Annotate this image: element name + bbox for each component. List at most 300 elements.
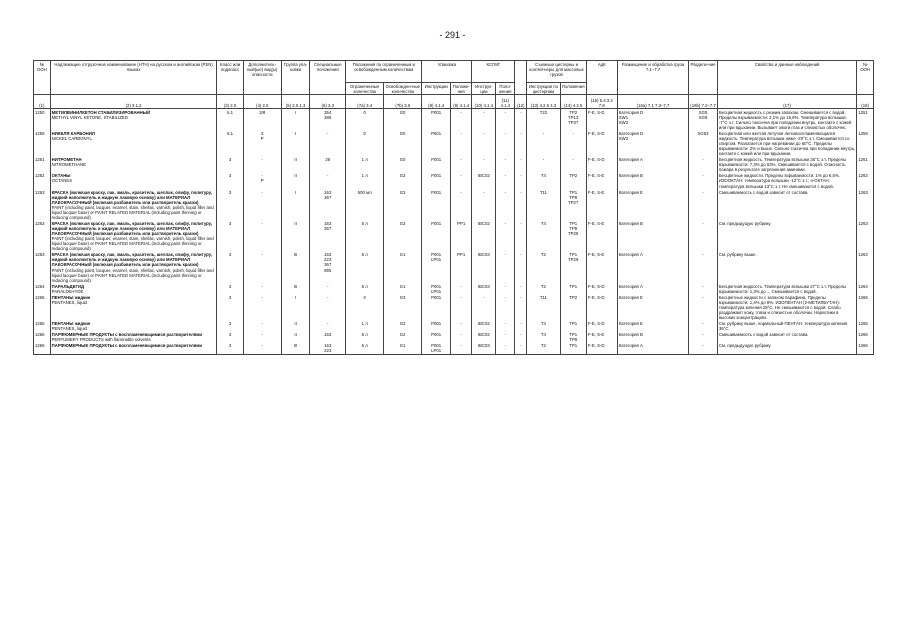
column-12-cell: - [515,157,527,173]
excepted-quantity-cell: E2 [384,220,422,251]
col-number: (18) [857,95,874,109]
tank-instruction-cell: T2 [527,343,560,355]
un-number-right-cell: 1265 [857,321,874,332]
limited-quantity-cell: 5 л [346,283,384,294]
un-number-right-cell: 1263 [857,189,874,220]
table-row [34,343,874,355]
packing-provision-cell: PP1 [450,252,471,283]
col-number: (6) 3.3 [310,95,346,109]
tank-instruction-cell: T4 [527,321,560,332]
properties-cell: Смешиваемость с водой зависит от состава. [717,332,856,343]
class-cell: 3 [217,321,243,332]
packing-provision-cell: PP1 [450,220,471,251]
tank-provision-cell: TP1 [560,343,586,355]
properties-cell: См. предыдущую рубрику. [717,343,856,355]
shipping-name-cell [50,343,217,355]
subsidiary-hazard-cell: 3/8 [243,109,281,131]
packing-group-cell: III [281,343,310,355]
name-english: PARALDEHYDE [51,288,84,294]
col-number: (16b) 7.2–7.7 [689,95,718,109]
subsidiary-hazard-cell: - [243,283,281,294]
segregation-cell: - [689,220,718,251]
special-provisions-cell: 163 223 367 955 [310,252,346,283]
table-row [34,173,874,189]
ems-cell: F-E, S-D [586,321,617,332]
special-provisions-cell: 163 [310,332,346,343]
ibc-provision-cell: - [496,343,515,355]
header-ibc-provisions: Поло-жения [496,83,515,95]
properties-cell: Бесцветные жидкости. Пределы взрываемости: 1% до 6,5%. ИЗООКТАН: температура вспышки -12°C з.т.; н-ОКТАН: температура вспышки 13°C з.т. Не смешиваются с водой. [717,173,856,189]
shipping-name-cell [50,189,217,220]
name-russian: ПЕНТАНЫ жидкие [51,321,91,327]
table-row [34,283,874,294]
tank-instruction-cell: T11 [527,189,560,220]
name-english: PENTANES, liquid [51,299,87,305]
name-english: PAINT (including paint, lacquer, enamel, stain, shellac, varnish, polish, liquid filler and liquid lacquer base) or PAINT RELATED MATERIAL (including paint thinning or reducing compound) [51,236,214,252]
class-cell: 3 [217,220,243,251]
class-cell: 3 [217,173,243,189]
limited-quantity-cell: 1 л [346,321,384,332]
stowage-cell: Категория B [617,220,688,251]
segregation-cell: SG5 SG8 [689,109,718,131]
ibc-instruction-cell: - [472,109,496,131]
segregation-cell: - [689,332,718,343]
ems-cell: F-E, S-D [586,283,617,294]
col-number: (8) 4.1.4 [422,95,451,109]
limited-quantity-cell: 0 [346,294,384,320]
tank-provision-cell: TP1 TP8 TP27 [560,189,586,220]
special-provisions-cell: - [310,294,346,320]
class-cell: 3 [217,157,243,173]
excepted-quantity-cell: E0 [384,157,422,173]
subsidiary-hazard-cell: - [243,321,281,332]
column-12-cell: - [515,130,527,156]
col-number: (10) 4.1.4 [472,95,496,109]
packing-provision-cell: - [450,189,471,220]
header-lq-limit: Ограниченные количества [346,83,384,95]
shipping-name-cell [50,294,217,320]
column-12-cell: - [515,294,527,320]
ems-cell: F-E, S-D [586,294,617,320]
col-number: (13) 4.2.5 4.3 [527,95,560,109]
col-number: (5) 2.0.1.3 [281,95,310,109]
special-provisions-cell: 163 367 [310,220,346,251]
excepted-quantity-cell: E1 [384,252,422,283]
shipping-name-cell [50,109,217,131]
header-stowage: Размещение и обработка груза 7.1–7.7 [617,61,688,95]
packing-provision-cell: - [450,109,471,131]
name-russian: НИКЕЛЯ КАРБОНИЛ [51,130,95,136]
stowage-cell: Категория E [617,294,688,320]
stowage-cell: Категория A [617,252,688,283]
ibc-provision-cell: - [496,283,515,294]
stowage-cell: Категория E [617,189,688,220]
table-row [34,157,874,173]
packing-group-cell: II [281,321,310,332]
ibc-instruction-cell: IBC03 [472,343,496,355]
column-12-cell: - [515,343,527,355]
header-un-number-right: № ООН [857,61,874,95]
name-russian: ОКТАНЫ [51,173,71,179]
ibc-provision-cell: - [496,332,515,343]
ibc-instruction-cell: IBC02 [472,321,496,332]
segregation-cell: - [689,252,718,283]
ibc-provision-cell: - [496,173,515,189]
col-number: (15) 5.4.3.2 7.8 [586,95,617,109]
stowage-cell: Категория A [617,283,688,294]
un-number-cell: 1264 [34,283,51,294]
packing-group-cell: I [281,130,310,156]
stowage-cell: Категория B [617,332,688,343]
ems-cell: F-E, S-E [586,189,617,220]
header-ems: АдК [586,61,617,95]
shipping-name-cell [50,157,217,173]
column-12-cell: - [515,252,527,283]
properties-cell: Смешиваемость с водой зависит от состава. [717,189,856,220]
packing-group-cell: III [281,283,310,294]
properties-cell: См. рубрику выше. [717,252,856,283]
stowage-cell: Категория D SW2 [617,130,688,156]
table-row [34,321,874,332]
special-provisions-cell: - [310,173,346,189]
ibc-instruction-cell: - [472,189,496,220]
special-provisions-cell: 163 223 [310,343,346,355]
packing-provision-cell: - [450,294,471,320]
header-pack-provisions: Положе-ния [450,83,471,95]
un-number-right-cell: 1251 [857,109,874,131]
packing-group-cell: III [281,252,310,283]
name-english: NITROMETHANE [51,162,87,168]
segregation-cell: - [689,294,718,320]
name-english: OCTANES [51,178,73,184]
un-number-right-cell: 1263 [857,220,874,251]
excepted-quantity-cell: E1 [384,283,422,294]
ems-cell: F-E, S-D [586,109,617,131]
column-12-cell: - [515,173,527,189]
stowage-cell: Категория E [617,321,688,332]
ibc-provision-cell: - [496,109,515,131]
limited-quantity-cell: 5 л [346,220,384,251]
tank-provision-cell: TP1 TP29 [560,252,586,283]
packing-instruction-cell: P001 [422,220,451,251]
ems-cell: F-E, S-D [586,157,617,173]
un-number-cell: 1262 [34,173,51,189]
special-provisions-cell: - [310,321,346,332]
ems-cell: F-E, S-D [586,343,617,355]
un-number-right-cell: 1266 [857,343,874,355]
name-english: METHYL VINYL KETONE, STABILIZED [51,114,128,120]
tank-provision-cell: TP1 [560,283,586,294]
shipping-name-cell [50,220,217,251]
segregation-cell: - [689,321,718,332]
packing-instruction-cell: P001 LP01 [422,283,451,294]
ibc-provision-cell: - [496,294,515,320]
excepted-quantity-cell: E3 [384,294,422,320]
shipping-name-cell [50,332,217,343]
page-number: - 291 - [439,30,466,40]
packing-provision-cell: - [450,321,471,332]
name-english: NICKEL CARBONYL [51,135,92,141]
shipping-name-cell [50,321,217,332]
tank-instruction-cell: T4 [527,173,560,189]
column-12-cell: - [515,332,527,343]
un-number-cell: 1263 [34,252,51,283]
subsidiary-hazard-cell: - [243,189,281,220]
ibc-instruction-cell: - [472,157,496,173]
shipping-name-cell [50,173,217,189]
tank-provision-cell: - [560,157,586,173]
un-number-cell: 1263 [34,220,51,251]
col-number: (12) [515,95,527,109]
header-tanks: Съемные цистерны и контей-неры для массовых грузов [527,61,587,83]
packing-group-cell: II [281,220,310,251]
col-number: (9) 4.1.4 [450,95,471,109]
packing-instruction-cell: P001 [422,332,451,343]
excepted-quantity-cell: E2 [384,321,422,332]
packing-provision-cell: - [450,343,471,355]
header-ibc-instructions: Инструк-ции [472,83,496,95]
packing-instruction-cell: P601 [422,130,451,156]
packing-provision-cell: - [450,173,471,189]
name-russian: КРАСКА (включая краску, лак, эмаль, краситель, шеллак, олифу, политуру, жидкий наполнитель и жидкую лаковую основу) или МАТЕРИАЛ ЛАКОКРАСОЧНЫЙ (включая разбавитель или растворитель краски) [51,252,213,268]
ems-cell: F-E, S-D [586,130,617,156]
limited-quantity-cell: 1 л [346,157,384,173]
name-russian: ПЕНТАНЫ жидкие [51,294,91,300]
ibc-provision-cell: - [496,130,515,156]
stowage-cell: Категория B [617,173,688,189]
ibc-provision-cell: - [496,252,515,283]
packing-group-cell: I [281,189,310,220]
un-number-cell: 1266 [34,343,51,355]
tank-provision-cell: TP1 [560,321,586,332]
limited-quantity-cell: 0 [346,109,384,131]
stowage-cell: Категория A [617,343,688,355]
ibc-provision-cell: - [496,321,515,332]
packing-instruction-cell: P001 [422,157,451,173]
properties-cell: См. предыдущую рубрику. [717,220,856,251]
header-tank-provisions: Положения [560,83,586,95]
packing-instruction-cell: P001 [422,173,451,189]
table-row [34,332,874,343]
tank-provision-cell: - [560,130,586,156]
column-12-cell: - [515,321,527,332]
un-number-right-cell: 1263 [857,252,874,283]
packing-group-cell: I [281,294,310,320]
name-english: PAINT (including paint, lacquer, enamel, stain, shellac, varnish, polish, liquid filler and liquid lacquer base) or PAINT RELATED MATERIAL (including paint thinning or reducing compound) [51,204,214,220]
subsidiary-hazard-cell: - P [243,173,281,189]
subsidiary-hazard-cell: - [243,220,281,251]
ibc-instruction-cell: IBC02 [472,173,496,189]
header-packing-group: Группа упа-ковки [281,61,310,95]
class-cell: 3 [217,332,243,343]
tank-provision-cell: TP2 TP13 TP37 [560,109,586,131]
properties-cell: Бесцветная жидкость. Температура вспышки 35°C з.т. Пределы взрываемости: 7,3% до 63%. Смешивается с водой. Опасность пожара в результате загрязнения аминами. [717,157,856,173]
ibc-provision-cell: - [496,220,515,251]
header-ibc: КСГМГ [472,61,515,83]
header-special-provisions: Специальные положения [310,61,346,95]
col-number: (1) [34,95,51,109]
col-number: (17) [717,95,856,109]
header-tank-instructions: Инструкции по цистернам [527,83,560,95]
col-number: (11) 4.1.4 [496,95,515,109]
packing-provision-cell: - [450,283,471,294]
ibc-instruction-cell: - [472,130,496,156]
packing-instruction-cell: P001 LP01 [422,343,451,355]
limited-quantity-cell: 5 л [346,343,384,355]
ems-cell: F-E, S-E [586,252,617,283]
table-row [34,294,874,320]
shipping-name-cell [50,130,217,156]
ibc-instruction-cell: - [472,294,496,320]
excepted-quantity-cell: E2 [384,332,422,343]
packing-instruction-cell: P001 [422,294,451,320]
stowage-cell: Категория A [617,157,688,173]
name-russian: КРАСКА (включая краску, лак, эмаль, краситель, шеллак, олифу, политуру, жидкий наполнитель и жидкую лаковую основу) или МАТЕРИАЛ ЛАКОКРАСОЧНЫЙ (включая разбавитель или растворитель краски) [51,189,213,205]
un-number-cell: 1250 [34,109,51,131]
header-limited-quantities: Положения по ограниченным и освобожденным количествам [346,61,422,83]
segregation-cell: SG63 [689,130,718,156]
ibc-provision-cell: - [496,157,515,173]
un-number-right-cell: 1262 [857,173,874,189]
tank-instruction-cell: - [527,157,560,173]
col-number: (7b) 3.5 [384,95,422,109]
class-cell: 6.1 [217,109,243,131]
header-subsidiary-hazard: Дополнитель-ный(ые) вид(ы) опасности [243,61,281,95]
header-pack-instructions: Инструкции [422,83,451,95]
tank-provision-cell: TP2 [560,173,586,189]
header-class: Класс или подкласс [217,61,243,95]
packing-group-cell: II [281,157,310,173]
properties-cell: Бесцветная или желтая летучая легковоспламеняющаяся жидкость. Температура вспышки ниже -20°C з.т. Смешивается со спиртом. Разлагается при нагревании до 60°C. Пределы взрываемости: 2% и выше. Сильно токсична при попадании внутрь, контакте с кожей или при вдыхании. [718,130,856,157]
packing-instruction-cell: P001 [422,109,451,131]
shipping-name-cell [50,283,217,294]
un-number-right-cell: 1266 [857,332,874,343]
segregation-cell: - [689,173,718,189]
table-row [34,130,874,156]
packing-instruction-cell: P001 [422,321,451,332]
table-row [34,220,874,251]
tank-instruction-cell: T11 [527,294,560,320]
packing-provision-cell: - [450,332,471,343]
subsidiary-hazard-cell: - [243,252,281,283]
un-number-right-cell: 1265 [857,294,874,320]
un-number-cell: 1263 [34,189,51,220]
class-cell: 3 [217,294,243,320]
tank-instruction-cell: T22 [527,109,560,131]
name-russian: ПАРФЮМЕРНЫЕ ПРОДУКТЫ с воспламеняющимися растворителями [51,343,203,349]
shipping-name-cell [50,252,217,283]
header-properties: Свойства и данные наблюдений [717,61,856,95]
special-provisions-cell: 354 386 [310,109,346,131]
properties-cell: См. рубрику выше, нормальный-ПЕНТАН: температура кипения 36°C. [717,321,856,332]
limited-quantity-cell: 5 л [346,252,384,283]
tank-instruction-cell: T2 [527,252,560,283]
limited-quantity-cell: 0 [346,130,384,156]
header-un-number: № ООН [34,61,51,95]
excepted-quantity-cell: E0 [384,130,422,156]
limited-quantity-cell: 500 мл [346,189,384,220]
tank-provision-cell: TP1 TP8 [560,332,586,343]
packing-group-cell: II [281,173,310,189]
class-cell: 3 [217,189,243,220]
col-number: (2) 3.1.2 [50,95,217,109]
name-russian: ПАРФЮМЕРНЫЕ ПРОДУКТЫ с воспламеняющимися растворителями [51,332,203,338]
subsidiary-hazard-cell: 3 P [243,130,281,156]
column-12-cell: - [515,109,527,131]
packing-group-cell: II [281,332,310,343]
table-row [34,109,874,131]
class-cell: 6.1 [217,130,243,156]
name-russian: МЕТИЛВИНИЛКЕТОН СТАБИЛИЗИРОВАННЫЙ [51,109,151,115]
excepted-quantity-cell: E1 [384,343,422,355]
name-russian: ПАРАЛЬДЕГИД [51,283,85,289]
tank-provision-cell: TP2 [560,294,586,320]
excepted-quantity-cell: E3 [384,189,422,220]
ibc-instruction-cell: IBC02 [472,220,496,251]
packing-instruction-cell: P001 [422,189,451,220]
properties-cell: Бесцветная жидкость с резким запахом. Смешивается с водой. Пределы взрываемости: 2,1% до 15,6%. Температура вспышки: -7°C з.т. Сильно токсична при попадании внутрь, контакте с кожей или при вдыхании. Вызывает ожоги глаз и слизистых оболочек. [717,109,856,131]
name-english: PENTANES, liquid [51,326,87,332]
col-number: (7a) 3.4 [346,95,384,109]
limited-quantity-cell: 5 л [346,332,384,343]
ibc-instruction-cell: IBC02 [472,332,496,343]
tank-provision-cell: TP1 TP8 TP28 [560,220,586,251]
column-12-cell: - [515,220,527,251]
segregation-cell: - [689,157,718,173]
ems-cell: F-E, S-E [586,332,617,343]
segregation-cell: - [689,283,718,294]
table-row [34,189,874,220]
col-number: (16a) 7.1 7.3–7.7 [617,95,688,109]
properties-cell: Бесцветная жидкость. Температура вспышки 27°C з.т. Пределы взрываемости: 1,3% до ... Смешивается с водой. [717,283,856,294]
name-english: PERFUMERY PRODUCTS with flammable solvents [51,337,151,343]
col-number: (14) 4.2.5 [560,95,586,109]
special-provisions-cell: - [310,130,346,156]
un-number-cell: 1265 [34,294,51,320]
stowage-cell: Категория D SW1 SW2 [617,109,688,131]
un-number-right-cell: 1261 [857,157,874,173]
header-segregation: Разделе-ние [689,61,718,95]
class-cell: 3 [217,343,243,355]
dangerous-goods-table [33,60,874,355]
name-english: PAINT (including paint, lacquer, enamel, stain, shellac, varnish, polish, liquid filler and liquid lacquer base) or PAINT RELATED MATERIAL (including paint thinning or reducing compound) [51,267,214,283]
un-number-cell: 1259 [34,130,51,156]
special-provisions-cell: 26 [310,157,346,173]
name-russian: НИТРОМЕТАН [51,157,82,163]
special-provisions-cell: - [310,283,346,294]
un-number-right-cell: 1259 [857,130,874,156]
un-number-cell: 1265 [34,321,51,332]
subsidiary-hazard-cell: - [243,157,281,173]
properties-cell: Бесцветные жидкости с запахом парафина. Пределы взрываемости: 1,4% до 8%. ИЗОПЕНТАН (2-МЕТИЛБУТАН): температура кипения 28°C. Не смешиваются с водой. Слабо раздражают кожу, глаза и слизистые оболочки. Наркотики в высоких концентрациях. [717,294,856,320]
packing-provision-cell: - [450,130,471,156]
segregation-cell: - [689,189,718,220]
header-packaging: Упаковка [422,61,472,83]
tank-instruction-cell: T4 [527,332,560,343]
header-shipping-name: Надлежащее отгрузочное наименование (НТН) на русском и английском (PSN) языках [50,61,217,95]
un-number-cell: 1261 [34,157,51,173]
column-12-cell: - [515,189,527,220]
excepted-quantity-cell: E2 [384,173,422,189]
name-russian: КРАСКА (включая краску, лак, эмаль, краситель, шеллак, олифу, политуру, жидкий наполнитель и жидкую лаковую основу) или МАТЕРИАЛ ЛАКОКРАСОЧНЫЙ (включая разбавитель или растворитель краски) [51,220,213,237]
class-cell: 3 [217,252,243,283]
tank-instruction-cell: T2 [527,283,560,294]
ibc-instruction-cell: IBC03 [472,283,496,294]
tank-instruction-cell: - [527,130,560,156]
ibc-provision-cell: - [496,189,515,220]
col-number: (4) 2.0 [243,95,281,109]
packing-group-cell: I [281,109,310,131]
